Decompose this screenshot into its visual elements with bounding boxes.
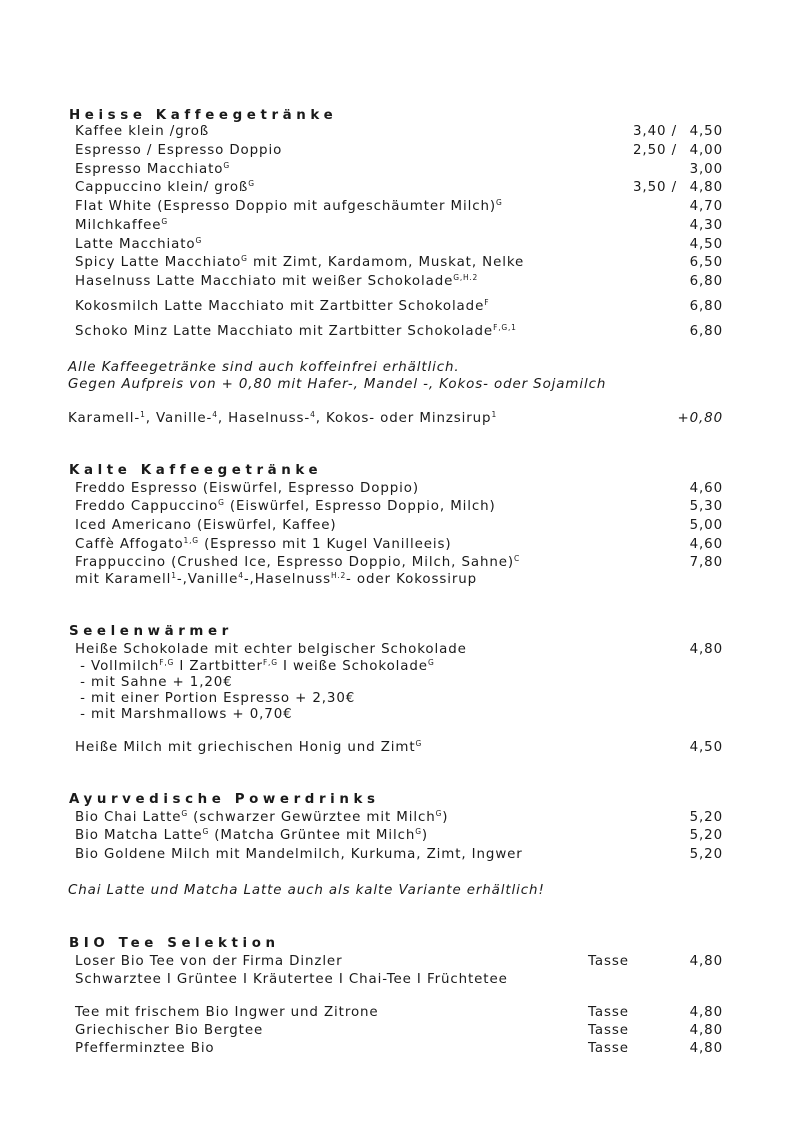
menu-item-option: - mit Marshmallows + 0,70€ [80,707,293,722]
menu-item: Tee mit frischem Bio Ingwer und Zitrone [75,1005,379,1020]
price-small: 3,40 / [633,124,677,139]
menu-item: Flat White (Espresso Doppio mit aufgeschäumter Milch)$^G$ [75,198,503,214]
section-title-ayurvedic: Ayurvedische Powerdrinks [69,792,380,807]
price: 3,00 [689,162,723,177]
price: 4,00 [689,143,723,158]
price: 4,50 [689,124,723,139]
unit-label: Tasse [588,954,629,969]
section-title-bio-tea: BIO Tee Selektion [69,936,280,951]
menu-item: Kokosmilch Latte Macchiato mit Zartbitter Schokolade$^F$ [75,298,490,314]
menu-item-option: - mit einer Portion Espresso + 2,30€ [80,691,356,706]
price: 4,80 [689,1023,723,1038]
price: 5,20 [689,828,723,843]
unit-label: Tasse [588,1005,629,1020]
price: 4,50 [689,740,723,755]
price: 4,50 [689,237,723,252]
price: 4,60 [689,537,723,552]
price: 5,20 [689,810,723,825]
menu-item-variant: - Vollmilch$^{F,G}$ I Zartbitter$^{F,G}$ I weiße Schokolade$^G$ [80,658,435,674]
menu-item: Spicy Latte Macchiato$^G$ mit Zimt, Kardamom, Muskat, Nelke [75,254,525,270]
price: 6,80 [689,324,723,339]
price: 4,30 [689,218,723,233]
menu-item: Milchkaffee$^G$ [75,217,168,233]
menu-item: Heiße Milch mit griechischen Honig und Zimt$^G$ [75,739,423,755]
menu-item: Espresso Macchiato$^G$ [75,161,230,177]
price: 4,80 [689,642,723,657]
price: 4,80 [689,954,723,969]
price: 4,80 [689,180,723,195]
syrup-line: Karamell-$^1$, Vanille-$^4$, Haselnuss-$^4$, Kokos- oder Minzsirup$^1$ [68,410,498,426]
price: 6,80 [689,274,723,289]
menu-item: Freddo Cappuccino$^G$ (Eiswürfel, Espresso Doppio, Milch) [75,498,496,514]
menu-item: Haselnuss Latte Macchiato mit weißer Schokolade$^{G,H.2}$ [75,273,479,289]
menu-item: Kaffee klein /groß [75,124,210,139]
price-small: 3,50 / [633,180,677,195]
price: 6,50 [689,255,723,270]
menu-item: Pfefferminztee Bio [75,1041,215,1056]
price: 5,30 [689,499,723,514]
menu-item: Caffè Affogato$^{1,G}$ (Espresso mit 1 Kugel Vanilleeis) [75,536,452,552]
unit-label: Tasse [588,1041,629,1056]
note-decaf: Alle Kaffeegetränke sind auch koffeinfrei erhältlich. [68,360,460,375]
section-title-cold-coffee: Kalte Kaffeegetränke [69,463,323,478]
price: 4,80 [689,1041,723,1056]
price: 4,80 [689,1005,723,1020]
menu-item: Bio Goldene Milch mit Mandelmilch, Kurkuma, Zimt, Ingwer [75,847,523,862]
price: 4,70 [689,199,723,214]
section-title-seelenwaermer: Seelenwärmer [69,624,233,639]
unit-label: Tasse [588,1023,629,1038]
menu-item: Cappuccino klein/ groß$^G$ [75,179,255,195]
menu-item: Latte Macchiato$^G$ [75,236,203,252]
price: 7,80 [689,555,723,570]
price: 4,60 [689,481,723,496]
syrup-price: +0,80 [677,411,723,426]
menu-item: Frappuccino (Crushed Ice, Espresso Doppio, Milch, Sahne)$^C$ [75,554,521,570]
menu-item: Bio Chai Latte$^G$ (schwarzer Gewürztee mit Milch$^G$) [75,809,449,825]
price: 6,80 [689,299,723,314]
menu-item-detail: mit Karamell$^1$-,Vanille$^4$-,Haselnuss$^{H.2}$- oder Kokossirup [75,571,478,587]
note-cold-variant: Chai Latte und Matcha Latte auch als kalte Variante erhältlich! [68,883,545,898]
menu-item: Iced Americano (Eiswürfel, Kaffee) [75,518,337,533]
menu-item: Heiße Schokolade mit echter belgischer Schokolade [75,642,467,657]
menu-item: Loser Bio Tee von der Firma Dinzler [75,954,343,969]
menu-item: Griechischer Bio Bergtee [75,1023,264,1038]
menu-item-detail: Schwarztee I Grüntee I Kräutertee I Chai-Tee I Früchtetee [75,972,508,987]
note-milk-surcharge: Gegen Aufpreis von + 0,80 mit Hafer-, Mandel -, Kokos- oder Sojamilch [68,377,607,392]
price: 5,00 [689,518,723,533]
menu-item: Bio Matcha Latte$^G$ (Matcha Grüntee mit Milch$^G$) [75,827,429,843]
price-small: 2,50 / [633,143,677,158]
section-title-hot-coffee: Heisse Kaffeegetränke [69,108,338,123]
price: 5,20 [689,847,723,862]
menu-item: Schoko Minz Latte Macchiato mit Zartbitter Schokolade$^{F,G,1}$ [75,323,517,339]
menu-item-option: - mit Sahne + 1,20€ [80,675,233,690]
menu-item: Espresso / Espresso Doppio [75,143,283,158]
menu-item: Freddo Espresso (Eiswürfel, Espresso Doppio) [75,481,419,496]
